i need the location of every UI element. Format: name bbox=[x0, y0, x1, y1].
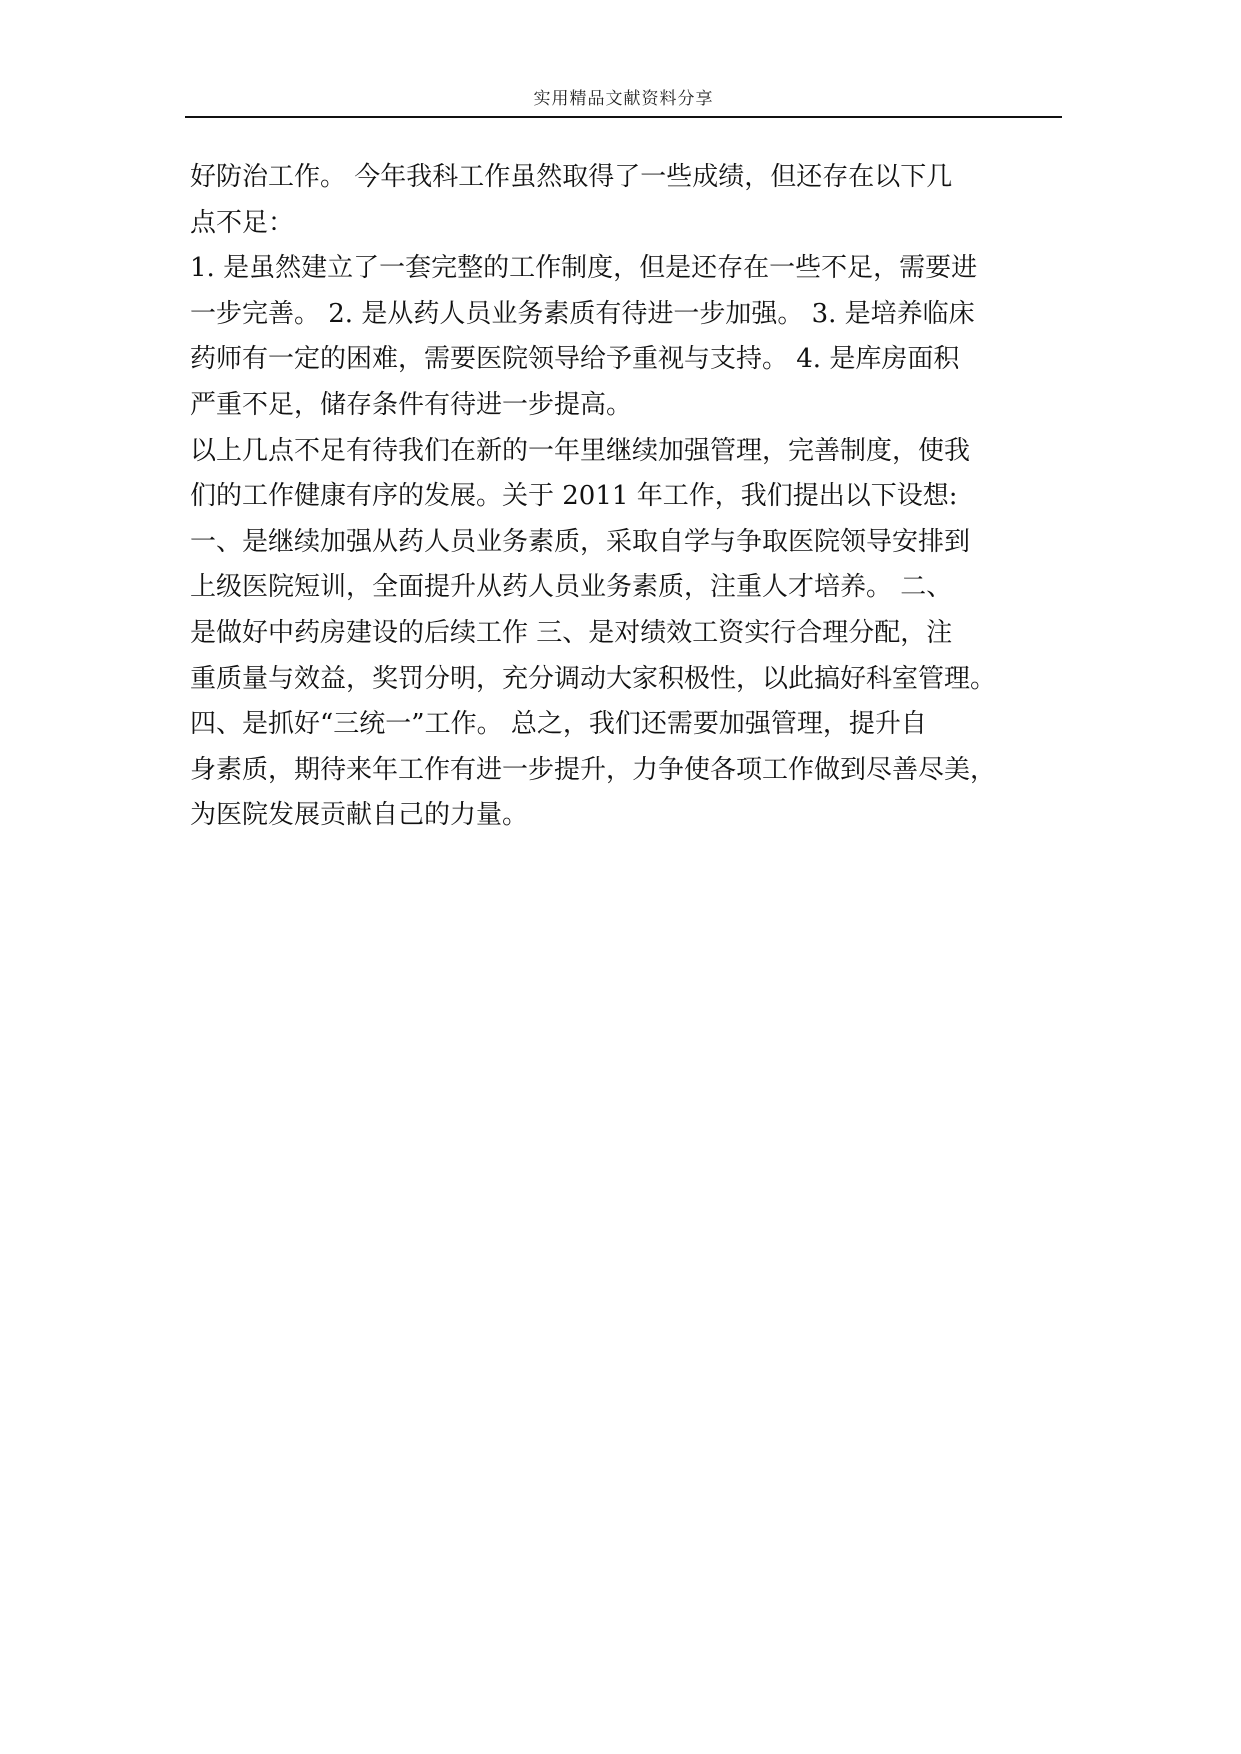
text-line: 为医院发展贡献自己的力量。 bbox=[190, 800, 529, 831]
text-line: 药师有一定的困难，需要医院领导给予重视与支持。 4. 是库房面积 bbox=[190, 344, 960, 375]
text-line: 以上几点不足有待我们在新的一年里继续加强管理，完善制度，使我 bbox=[190, 435, 971, 466]
text-line: 1. 是虽然建立了一套完整的工作制度，但是还存在一些不足，需要进 bbox=[190, 253, 978, 284]
document-body bbox=[190, 155, 1070, 839]
text-line: 四、是抓好“三统一”工作。 总之，我们还需要加强管理，提升自 bbox=[190, 709, 927, 740]
text-line: 点不足： bbox=[190, 207, 295, 238]
text-line: 是做好中药房建设的后续工作 三、是对绩效工资实行合理分配，注 bbox=[190, 617, 953, 648]
text-line: 重质量与效益，奖罚分明，充分调动大家积极性，以此搞好科室管理。 bbox=[190, 663, 997, 694]
text-line: 一、是继续加强从药人员业务素质，采取自学与争取医院领导安排到 bbox=[190, 526, 971, 557]
text-line: 们的工作健康有序的发展。关于 2011 年工作，我们提出以下设想: bbox=[190, 481, 958, 512]
text-line: 身素质，期待来年工作有进一步提升，力争使各项工作做到尽善尽美， bbox=[190, 754, 997, 785]
text-line: 严重不足，储存条件有待进一步提高。 bbox=[190, 389, 633, 420]
text-line: 上级医院短训，全面提升从药人员业务素质，注重人才培养。 二、 bbox=[190, 572, 953, 603]
page-header: 实用精品文献资料分享 bbox=[185, 82, 1062, 118]
text-line: 好防治工作。 今年我科工作虽然取得了一些成绩，但还存在以下几 bbox=[190, 162, 953, 192]
text-line: 一步完善。 2. 是从药人员业务素质有待进一步加强。 3. 是培养临床 bbox=[190, 298, 975, 329]
